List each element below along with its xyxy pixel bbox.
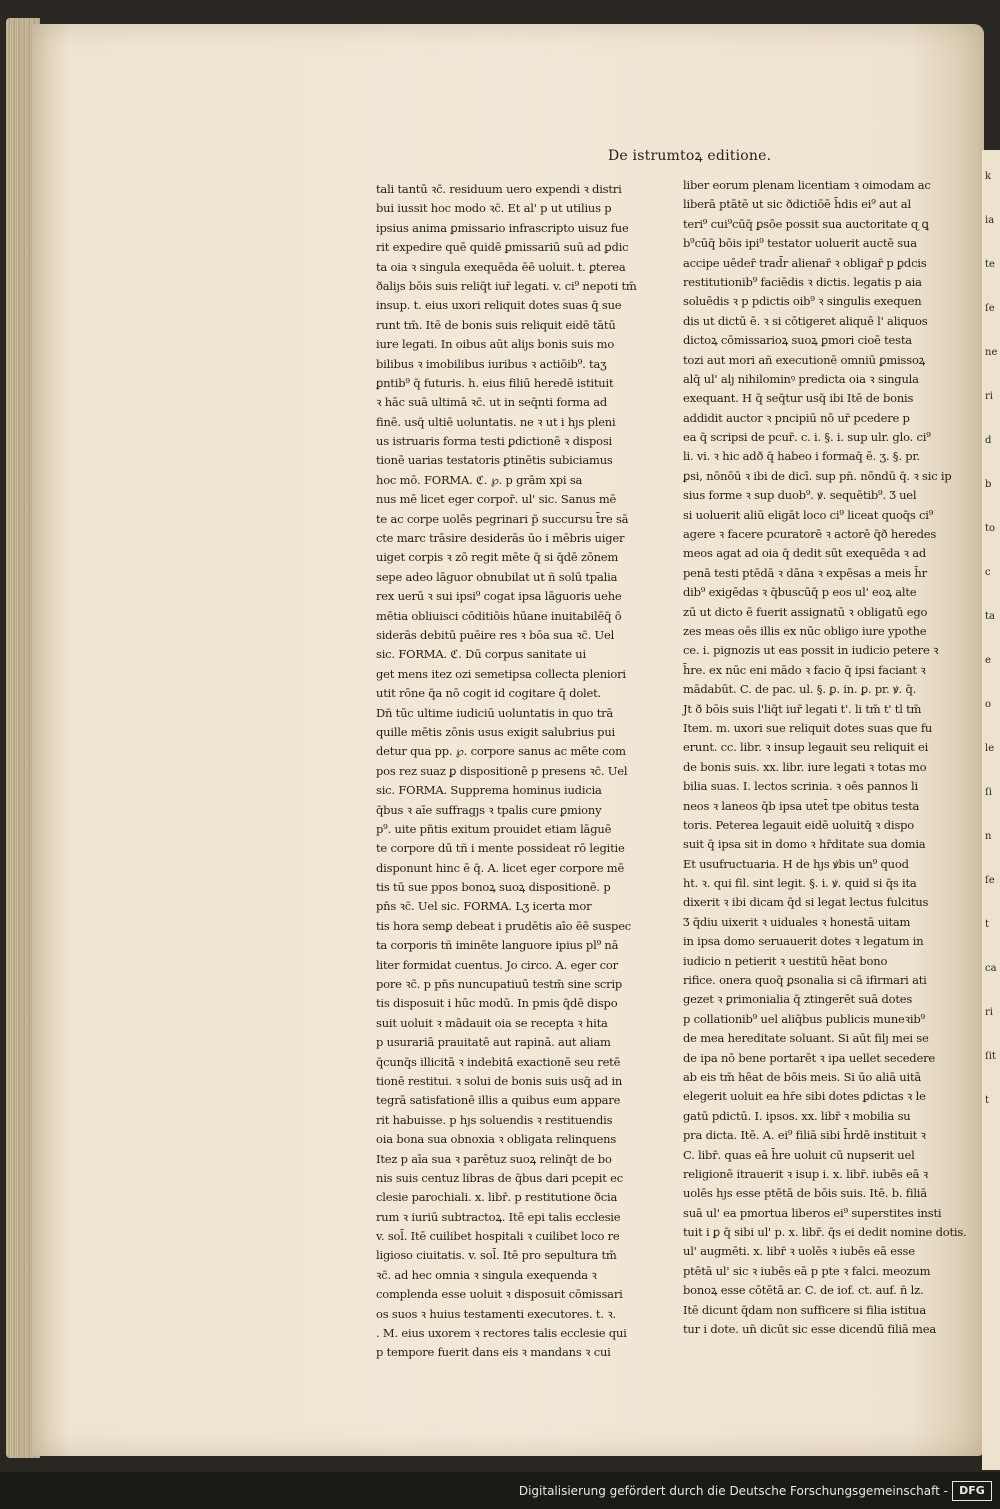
text-line: liberā ptātē ut sic ðdictiōē h̄dis ei⁹ aut al — [683, 197, 911, 212]
text-line: detur qua pp. ℘. corpore sanus ac mēte com — [376, 744, 626, 759]
text-line: liber eorum plenam licentiam ꝛ oimodam ac — [683, 178, 931, 192]
text-line: b⁹cūq̄ bōis ipi⁹ testator uoluerit auctē sua — [683, 236, 917, 251]
text-line: teri⁹ cui⁹cūq̄ ꝑsōe possit sua auctoritate ɋ ꝗ — [683, 216, 929, 231]
next-leaf-fragment: n — [985, 831, 992, 842]
text-line: v. sol̄. Itē cuilibet hospitali ꝛ cuilibet loco re — [376, 1229, 620, 1244]
text-line: ptētā ul' sic ꝛ iubēs eā p pte ꝛ falci. meozum — [683, 1263, 931, 1278]
text-line: . M. eius uxorem ꝛ rectores talis ecclesie qui — [376, 1326, 627, 1341]
text-line: mētia obliuisci cōditiōis hūane inuitabilēq̄ ō — [376, 608, 622, 623]
text-line: meos agat ad oia q̄ dedit sūt exequēda ꝛ ad — [683, 546, 927, 561]
text-line: dib⁹ exigēdas ꝛ q̄buscūq̄ p eos ul' eoꝝ alte — [683, 585, 917, 600]
text-line: Itez p aīa sua ꝛ parētuz suoꝝ relinq̄t de bo — [376, 1151, 612, 1166]
text-line: tozi aut mori añ executionē omniū ꝑmissoꝝ — [683, 352, 926, 367]
text-line: disponunt hinc ē q̄. A. licet eger corpore mē — [376, 860, 625, 875]
text-line: rum ꝛ iuriū subtractoꝝ. Itē epi talis ecclesie — [376, 1209, 621, 1224]
text-line: iure legati. In oibus aūt aliȷs bonis suis mo — [376, 337, 615, 352]
text-line: suā ul' ea pmortua liberos ei⁹ superstites insti — [683, 1205, 942, 1220]
text-line: sic. FORMA. ℭ. Dū corpus sanitate ui — [376, 647, 586, 662]
text-line: ipsius anima ꝑmissario infrascripto uisuz fue — [376, 220, 629, 235]
text-line: si uoluerit aliū eligāt loco ci⁹ liceat quoq̄s ci⁹ — [683, 507, 934, 522]
text-line: suit uoluit ꝛ mādauit oia se recepta ꝛ hita — [376, 1015, 608, 1030]
right-text-column — [683, 176, 967, 1339]
next-leaf-fragment: ſe — [985, 875, 995, 886]
text-line: suit q̄ ipsa sit in domo ꝛ hr̄ditate sua domia — [683, 837, 926, 852]
next-leaf-fragment: c — [985, 567, 991, 578]
text-line: pn̄s ꝛc̄. Uel sic. FORMA. Lʒ icerta mor — [376, 899, 592, 914]
text-line: Jt ð bōis suis l'liq̄t iur̄ legati t'. li tm̄ t' tl tm̄ — [683, 701, 922, 716]
text-line: utit rōne q̄a nō cogit id cogitare q̄ dolet. — [376, 686, 602, 701]
text-line: get mens itez ozi semetipsa collecta pleniori — [376, 666, 626, 681]
next-leaf-fragment: ia — [985, 215, 995, 226]
text-line: bilibus ꝛ imobilibus iuribus ꝛ actiōib⁹. taʒ — [376, 356, 607, 371]
running-head: De istrumtoꝝ editione. — [608, 148, 772, 164]
text-line: Et usufructuaria. H de hȷs ꝟbis un⁹ quod — [683, 856, 909, 871]
text-line: ðaliȷs bōis suis reliq̄t iur̄ legati. v. ci⁹ nepoti tm̄ — [376, 278, 637, 293]
next-leaf-edge — [982, 150, 1000, 1470]
funding-footer — [0, 1472, 1000, 1509]
next-leaf-fragment: te — [985, 259, 995, 270]
text-line: insup. t. eius uxori reliquit dotes suas q̄ sue — [376, 298, 622, 313]
text-line: runt tm̄. Itē de bonis suis reliquit eidē tātū — [376, 317, 616, 332]
text-line: ta oia ꝛ singula exequēda ēē uoluit. t. ꝑterea — [376, 259, 626, 274]
text-line: Dn̄ tūc ultime iudiciū uoluntatis in quo trā — [376, 705, 614, 720]
text-line: p collationib⁹ uel aliq̄bus publicis muneꝛib⁹ — [683, 1011, 925, 1026]
text-line: quille mētis zōnis usus exigit salubrius pui — [376, 724, 616, 739]
next-leaf-fragment: ſi — [985, 787, 992, 798]
text-line: erunt. cc. libr. ꝛ insup legauit seu reliquit ei — [683, 740, 929, 755]
text-line: agere ꝛ facere pcuratorē ꝛ actorē q̄ð heredes — [683, 527, 937, 542]
text-line: tur i dote. un̄ dicūt sic esse dicendū filiā mea — [683, 1322, 937, 1337]
text-line: rit habuisse. p hȷs soluendis ꝛ restituendis — [376, 1112, 613, 1127]
next-leaf-fragment: d — [985, 435, 992, 446]
next-leaf-fragment: t — [985, 919, 990, 930]
text-line: tegrā satisfationē illis a quibus eum appare — [376, 1093, 621, 1108]
text-line: ce. i. pignozis ut eas possit in iudicio petere ꝛ — [683, 643, 939, 658]
next-leaf-fragment: ſit — [985, 1051, 996, 1062]
text-line: os suos ꝛ huius testamenti executores. t. ꝛ. — [376, 1306, 616, 1321]
text-line: ꝛc̄. ad hec omnia ꝛ singula exequenda ꝛ — [376, 1267, 597, 1282]
next-leaf-fragment: ſe — [985, 303, 995, 314]
text-line: uolēs hȷs esse ptētā de bōis suis. Itē. b. filiā — [683, 1186, 927, 1201]
text-line: ꝑsi, nōnōū ꝛ ibi de dicī. sup pn̄. nōndū q̄. ꝛ sic ip — [683, 468, 952, 483]
text-line: uiget corpis ꝛ zō regit mēte q̄ si q̄dē zōnem — [376, 550, 619, 565]
text-line: iudicio n petierit ꝛ uestitū hēat bono — [683, 953, 888, 968]
text-line: gezet ꝛ ꝑrimonialia q̄ ztingerēt suā dotes — [683, 992, 913, 1007]
text-line: te ac corpe uolēs pegrinari p̄ succursu t̄re sā — [376, 511, 629, 526]
text-line: mādabūt. C. de pac. ul. §. ꝑ. in. ꝑ. pr. ꝟ. q̄. — [683, 682, 917, 697]
text-line: restitutionib⁹ faciēdis ꝛ dictis. legatis p aia — [683, 274, 922, 289]
text-line: tionē restitui. ꝛ solui de bonis suis usq̄ ad in — [376, 1073, 623, 1088]
text-line: bilia suas. I. lectos scrinia. ꝛ oēs pannos li — [683, 779, 918, 794]
text-line: finē. usq̄ ultiē uoluntatis. ne ꝛ ut i hȷs pleni — [376, 414, 616, 429]
next-leaf-fragment: ri — [985, 391, 993, 402]
text-line: tionē uarias testatoris ꝑtinētis subiciamus — [376, 453, 613, 468]
text-line: bui iussit hoc modo ꝛc̄. Et al' p ut utilius p — [376, 201, 612, 216]
text-line: Ʒ q̄diu uixerit ꝛ uiduales ꝛ honestā uitam — [683, 914, 911, 929]
text-line: Item. m. uxori sue reliquit dotes suas que fu — [683, 720, 933, 735]
text-line: liter formidat cuentus. Jo circo. A. eger cor — [376, 957, 618, 972]
footer-text: Digitalisierung gefördert durch die Deutsche Forschungsgemeinschaft - — [518, 1484, 948, 1498]
text-line: pos rez suaz ꝑ dispositionē p presens ꝛc̄. Uel — [376, 763, 628, 778]
text-line: us istruaris forma testi ꝑdictionē ꝛ disposi — [376, 434, 613, 449]
next-leaf-fragment: ta — [985, 611, 995, 622]
text-line: in ipsa domo seruauerit dotes ꝛ legatum in — [683, 934, 924, 949]
next-leaf-fragment: ca — [985, 963, 997, 974]
next-leaf-fragment: b — [985, 479, 992, 490]
next-leaf-fragment: le — [985, 743, 995, 754]
text-line: de bonis suis. xx. libr. iure legati ꝛ totas mo — [683, 759, 927, 774]
text-line: oia bona sua obnoxia ꝛ obligata relinquens — [376, 1132, 617, 1147]
text-line: alq̄ ul' alȷ nihilominꝰ predicta oia ꝛ singula — [683, 371, 919, 386]
next-leaf-fragment: o — [985, 699, 992, 710]
text-line: rit expedire quē quidē ꝑmissariū suū ad ꝑdic — [376, 240, 629, 255]
text-line: tali tantū ꝛc̄. residuum uero expendi ꝛ distri — [376, 182, 622, 196]
text-line: hoc mō. FORMA. ℭ. ℘. p grām xpi sa — [376, 472, 583, 487]
text-line: tis hora semꝑ debeat i prudētis aīo ēē suspec — [376, 918, 632, 933]
text-line: tuit i ꝑ q̄ sibi ul' p. x. libr̄. q̄s ei dedit nomine dotis. — [683, 1225, 967, 1240]
text-line: ab eis tm̄ hēat de bōis meis. Si ūo aliā uitā — [683, 1069, 922, 1084]
text-line: soluēdis ꝛ p pdictis oib⁹ ꝛ singulis exequen — [683, 294, 922, 309]
text-line: p tempore fuerit dans eis ꝛ mandans ꝛ cui — [376, 1345, 611, 1360]
text-line: penā testi ptēdā ꝛ dāna ꝛ expēsas a meis h̄r — [683, 565, 927, 580]
text-line: ta corporis tñ iminēte languore ipius pl⁹ nā — [376, 938, 619, 953]
text-line: sic. FORMA. Supprema hominus iudicia — [376, 783, 602, 798]
text-line: accipe uēder̄ trad̄r alienar̄ ꝛ obligar̄ p ꝑdcis — [683, 255, 927, 270]
text-line: neos ꝛ laneos q̄b ipsa utet̄ tpe obitus testa — [683, 798, 920, 813]
text-line: complenda esse uoluit ꝛ disposuit cōmissari — [376, 1287, 623, 1302]
text-line: dis ut dictū ē. ꝛ si cōtigeret aliquē l' aliquos — [683, 313, 928, 328]
text-line: exequant. H q̄ seq̄tur usq̄ ibi Itē de bonis — [683, 391, 914, 406]
text-line: C. libr̄. quas eā h̄re uoluit cū nupserit uel — [683, 1147, 915, 1162]
text-line: ligioso ciuitatis. v. sol̄. Itē pro sepultura tm̄ — [376, 1248, 617, 1263]
text-line: Itē dicunt q̄dam non sufficere si filia istitua — [683, 1302, 927, 1317]
text-line: gatū pdictū. I. ipsos. xx. libr̄ ꝛ mobilia su — [683, 1108, 911, 1123]
text-line: cte marc trāsire desiderās ūo i mēbris uiger — [376, 531, 625, 546]
next-leaf-fragment: k — [985, 171, 992, 182]
text-line: h̄re. ex nūc eni mādo ꝛ facio q̄ ipsi faciant ꝛ — [683, 662, 926, 677]
text-line: te corpore dū tñ i mente possideat rō legitie — [376, 841, 625, 856]
text-line: religionē itrauerit ꝛ isup i. x. libr̄. iubēs eā ꝛ — [683, 1166, 929, 1181]
text-line: ꝑntib⁹ q̄ futuris. h. eius filiū heredē istituit — [376, 375, 614, 390]
text-line: bonoꝝ esse cōtētā ar. C. de iof. ct. auf. n̄ lz. — [683, 1283, 924, 1298]
text-line: siderās debitū puēire res ꝛ bōa sua ꝛc̄. Uel — [376, 627, 615, 642]
text-line: toris. Peterea legauit eidē uoluitq̄ ꝛ dispo — [683, 817, 915, 832]
text-line: elegerit uoluit ea hr̄e sibi dotes ꝑdictas ꝛ le — [683, 1089, 926, 1104]
text-line: de mea hereditate soluant. Si aūt filȷ mei se — [683, 1031, 929, 1046]
text-line: pore ꝛc̄. p pn̄s nuncupatiuū testm̄ sine scrip — [376, 977, 623, 992]
text-line: ꝛ hāc suā ultimā ꝛc̄. ut in seq̄nti forma ad — [376, 395, 608, 410]
text-line: rifice. onera quoq̄ ꝑsonalia si cā ifirmari ati — [683, 973, 927, 988]
text-line: rex uerū ꝛ sui ipsi⁹ cogat ipsa lāguoris uehe — [376, 589, 622, 604]
text-line: ea q̄ scripsi de pcur̄. c. i. §. i. sup ulr. glo. ci⁹ — [683, 430, 931, 445]
next-leaf-fragment: to — [985, 523, 996, 534]
text-line: tis tū sue ppos bonoꝝ suoꝝ dispositionē. p — [376, 880, 611, 895]
text-line: p usurariā prauitatē aut rapinā. aut aliam — [376, 1035, 611, 1050]
text-line: nus mē licet eger corpor̄. ul' sic. Sanus mē — [376, 492, 617, 507]
text-line: p⁹. uite pn̄tis exitum prouidet etiam lāguē — [376, 821, 612, 836]
text-line: q̄cunq̄s illicitā ꝛ indebitā exactionē seu retē — [376, 1054, 621, 1069]
text-line: q̄bus ꝛ aīe suffragȷs ꝛ tpalis cure ꝑmiony — [376, 802, 602, 817]
text-line: pra dicta. Itē. A. ei⁹ filiā sibi h̄rdē instituit ꝛ — [683, 1128, 926, 1143]
next-leaf-fragment: e — [985, 655, 991, 666]
text-line: zū ut dicto ē fuerit assignatū ꝛ obligatū ego — [683, 604, 928, 619]
next-leaf-fragment: t — [985, 1095, 990, 1106]
text-line: de ipa nō bene portarēt ꝛ ipa uellet secedere — [683, 1050, 935, 1065]
dfg-logo: DFG — [952, 1481, 992, 1501]
text-line: dixerit ꝛ ibi dicam q̄d si legat lectus fulcitus — [683, 895, 929, 910]
text-line: sius forme ꝛ sup duob⁹. ꝟ. sequētib⁹. Ʒ uel — [683, 488, 917, 503]
left-text-column — [376, 180, 637, 1363]
text-line: zes meas oēs illis ex nūc obligo iure ypothe — [683, 623, 927, 638]
text-line: addidit auctor ꝛ pncipiū nō ur̄ pcedere p — [683, 410, 910, 425]
text-line: sepe adeo lāguor obnubilat ut ñ solū tpalia — [376, 569, 618, 584]
next-leaf-fragment: ne — [985, 347, 998, 358]
text-line: ul' augmēti. x. libr̄ ꝛ uolēs ꝛ iubēs eā esse — [683, 1244, 915, 1259]
text-line: clesie parochiali. x. libr̄. p restitutione ðcia — [376, 1190, 618, 1205]
text-line: dictoꝝ cōmissarioꝝ suoꝝ ꝑmori cioē testa — [683, 333, 912, 348]
next-leaf-fragment: ri — [985, 1007, 993, 1018]
text-line: tis disposuit i hūc modū. In pmis q̄dē dispo — [376, 996, 618, 1011]
text-line: ht. ꝛ. qui fil. sint legit. §. i. ꝟ. quid si q̄s ita — [683, 876, 917, 891]
text-line: li. vi. ꝛ hic adð q̄ habeo i formaq̄ ē. ʒ. §. pr. — [683, 449, 920, 464]
text-line: nis suis centuz libras de q̄bus dari pcepit ec — [376, 1170, 623, 1185]
